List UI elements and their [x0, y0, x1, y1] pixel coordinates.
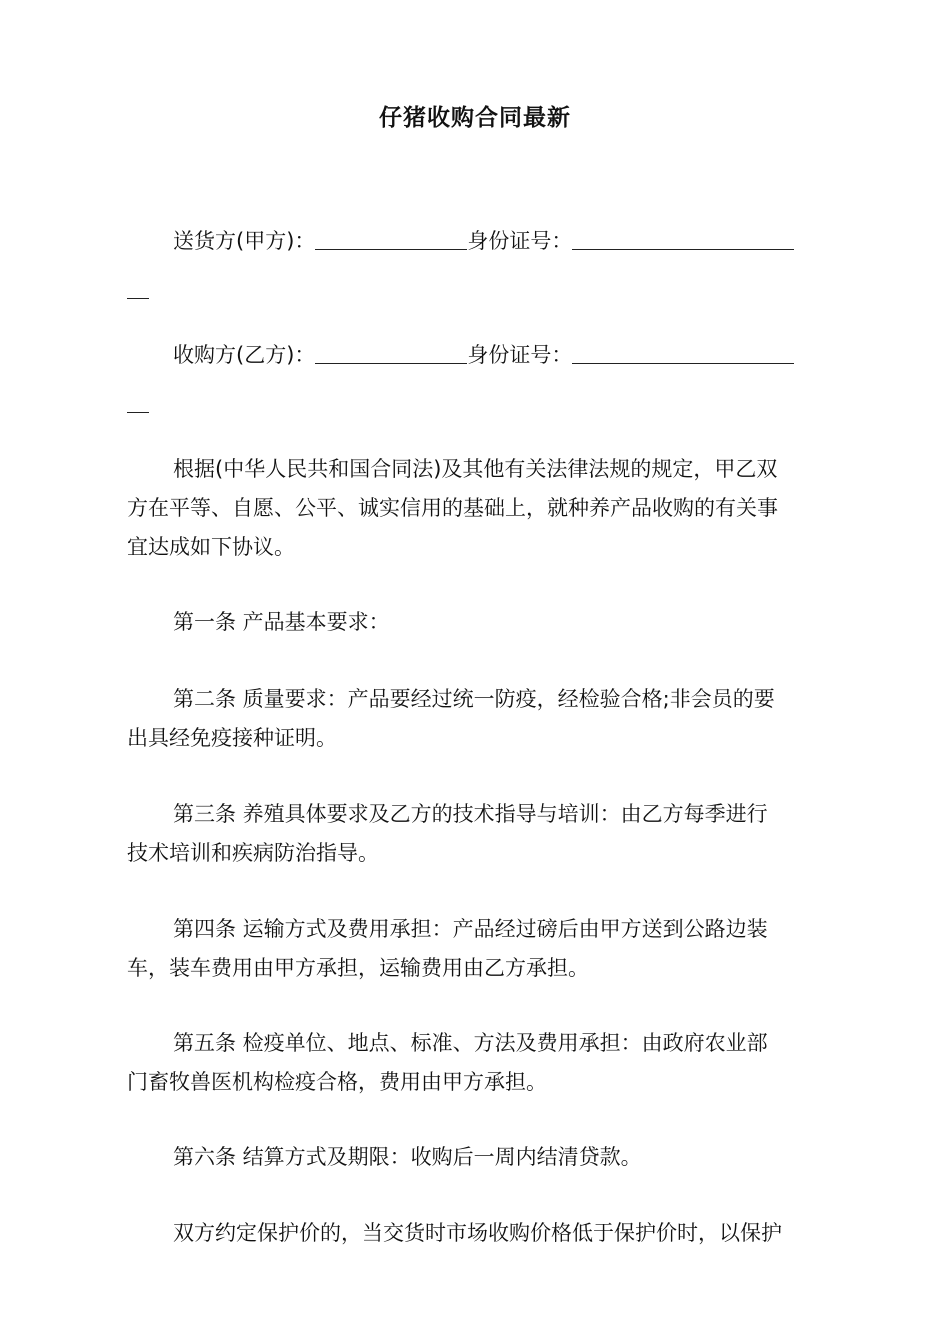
- protection-price-line-1: 双方约定保护价的，当交货时市场收购价格低于保护价时，以保护: [173, 1221, 782, 1245]
- article-1-line-1: 第一条 产品基本要求：: [173, 610, 390, 634]
- party-a-id-blank-continued: [127, 274, 149, 299]
- party-a-name-blank: [315, 225, 467, 250]
- article-1-paragraph: [127, 603, 820, 642]
- party-a-id-continuation: [127, 271, 820, 310]
- article-3-line-1: 第三条 养殖具体要求及乙方的技术指导与培训：由乙方每季进行: [173, 802, 768, 826]
- article-4-line-2: 车，装车费用由甲方承担，运输费用由乙方承担。: [127, 956, 589, 980]
- party-b-id-blank-continued: [127, 388, 149, 413]
- party-b-section: [127, 336, 820, 424]
- party-b-name-blank: [315, 339, 467, 364]
- preamble-line-1: 根据(中华人民共和国合同法)及其他有关法律法规的规定，甲乙双: [173, 457, 778, 481]
- article-4-line-1: 第四条 运输方式及费用承担：产品经过磅后由甲方送到公路边装: [173, 917, 768, 941]
- article-3-paragraph: [127, 795, 820, 873]
- article-5-paragraph: [127, 1024, 820, 1102]
- party-a-section: [127, 222, 820, 310]
- article-5-line-2: 门畜牧兽医机构检疫合格，费用由甲方承担。: [127, 1070, 547, 1094]
- article-6-paragraph: [127, 1138, 820, 1177]
- party-a-id-label: 身份证号：: [467, 229, 573, 253]
- party-b-line: [127, 336, 820, 375]
- protection-price-paragraph: [127, 1214, 820, 1253]
- document-title: 仔猪收购合同最新: [379, 105, 571, 131]
- preamble-paragraph: [127, 450, 820, 567]
- party-b-label: 收购方(乙方)：: [173, 343, 316, 367]
- party-a-id-blank: [572, 225, 794, 250]
- preamble-line-2: 方在平等、自愿、公平、诚实信用的基础上，就种养产品收购的有关事: [127, 496, 778, 520]
- article-3-line-2: 技术培训和疾病防治指导。: [127, 841, 379, 865]
- article-2-line-2: 出具经免疫接种证明。: [127, 726, 337, 750]
- article-2-line-1: 第二条 质量要求：产品要经过统一防疫，经检验合格;非会员的要: [173, 687, 775, 711]
- article-5-line-1: 第五条 检疫单位、地点、标准、方法及费用承担：由政府农业部: [173, 1031, 768, 1055]
- party-b-id-label: 身份证号：: [467, 343, 573, 367]
- article-2-paragraph: [127, 680, 820, 758]
- article-4-paragraph: [127, 910, 820, 988]
- preamble-line-3: 宜达成如下协议。: [127, 535, 295, 559]
- party-a-line: [127, 222, 820, 261]
- party-b-id-continuation: [127, 385, 820, 424]
- article-6-line-1: 第六条 结算方式及期限：收购后一周内结清贷款。: [173, 1145, 642, 1169]
- party-a-label: 送货方(甲方)：: [173, 229, 316, 253]
- party-b-id-blank: [572, 339, 794, 364]
